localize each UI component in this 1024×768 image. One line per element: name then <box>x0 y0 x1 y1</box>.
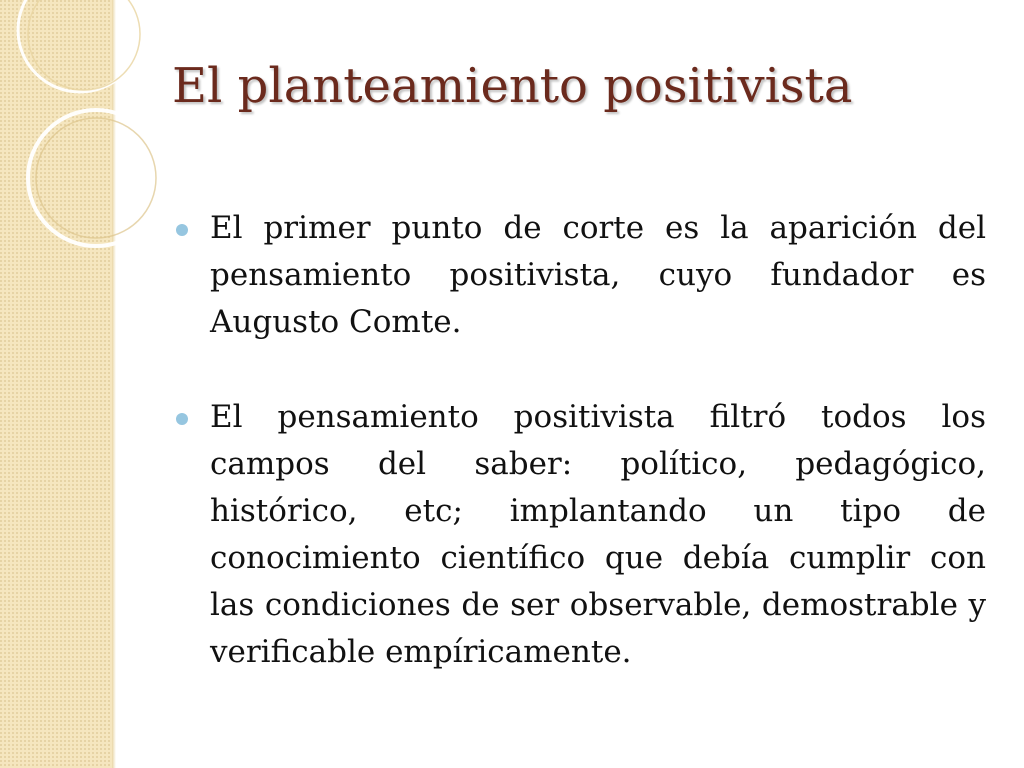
bullet-text: El pensamiento positivista filtró todos los campos del saber: político, pedagógico, histórico, etc; implantando un tipo de conocimiento científico que debía cumplir con las condiciones de ser observable, demostrable y verificable empíricamente. <box>210 399 986 670</box>
bullet-dot-icon <box>176 224 188 236</box>
bullet-list <box>174 205 986 724</box>
bullet-item <box>174 205 986 346</box>
decorative-rings-graphic <box>0 0 200 260</box>
slide-title: El planteamiento positivista <box>172 58 853 114</box>
bullet-dot-icon <box>176 413 188 425</box>
bullet-text: El primer punto de corte es la aparición del pensamiento positivista, cuyo fundador es Augusto Comte. <box>210 210 986 340</box>
bullet-item <box>174 394 986 676</box>
